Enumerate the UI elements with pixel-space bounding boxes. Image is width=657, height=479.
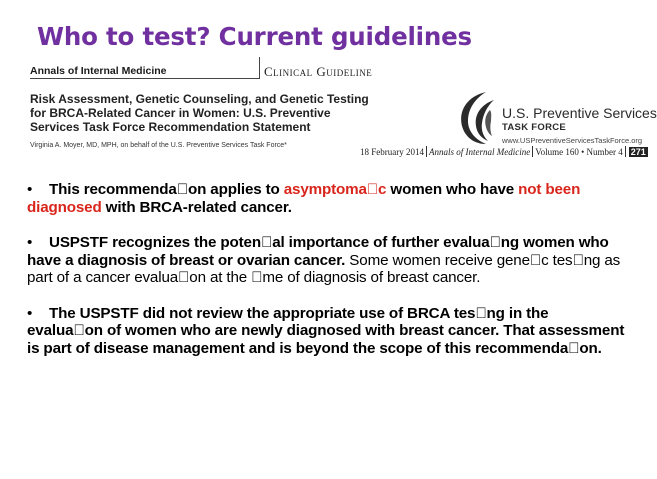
bullet-2-regular-text: Some women receive gene c tes ng as part of a cancer evalua on at the  me of diagnosis of breast cancer. [27,251,621,286]
bullet-1-text-a: This recommenda on applies to [49,181,284,198]
citation-divider [426,146,427,157]
citation-journal: Annals of Internal Medicine [429,147,531,157]
bullet-2-bold-text: USPSTF recognizes the poten al importance of further evalua ng women who have a diagnosis of breast or ovarian cancer. [27,234,609,269]
bullet-item-1 [27,181,627,216]
journal-name: Annals of Internal Medicine [30,65,167,77]
bullet-marker: • [27,304,33,322]
journal-citation [360,146,648,157]
bullet-marker: • [27,234,33,251]
article-authors: Virginia A. Moyer, MD, MPH, on behalf of the U.S. Preventive Services Task Force* [30,142,287,149]
header-rule [30,78,260,79]
bullet-list [27,181,627,375]
article-title: Risk Assessment, Genetic Counseling, and Genetic Testing for BRCA-Related Cancer in Women: U.S. Preventive Services Task Force Recommendation Statement [30,92,369,134]
org-url: www.USPreventiveServicesTaskForce.org [502,136,643,145]
citation-date: 18 February 2014 [360,147,424,157]
bullet-1-highlight-asymptomatic: asymptoma c [283,181,387,198]
slide-title: Who to test? Current guidelines [37,22,472,51]
citation-divider [625,146,626,157]
bullet-marker: • [27,181,33,198]
article-header-clipping [0,0,657,165]
bullet-1-highlight-not-diagnosed: not been diagnosed [27,181,581,216]
bullet-3-bold-text: The USPSTF did not review the appropriate use of BRCA tes ng in the evalua on of women who are newly diagnosed with breast cancer. That assessment is part of disease management and is beyond the scope of this recommenda on. [27,304,625,357]
citation-page: 271 [630,147,646,157]
citation-divider [532,146,533,157]
bullet-1-text-b: women who have [386,181,519,198]
citation-volume: Volume 160 • Number 4 [535,147,623,157]
section-label: Clinical Guideline [264,64,373,79]
org-subtitle: TASK FORCE [502,122,567,133]
bullet-item-2 [27,234,627,287]
header-divider [259,57,260,79]
org-name: U.S. Preventive Services [502,105,657,121]
uspstf-swoosh-logo-icon [456,90,500,146]
bullet-item-3 [27,305,627,358]
bullet-1-text-c: with BRCA-related cancer. [101,198,292,216]
